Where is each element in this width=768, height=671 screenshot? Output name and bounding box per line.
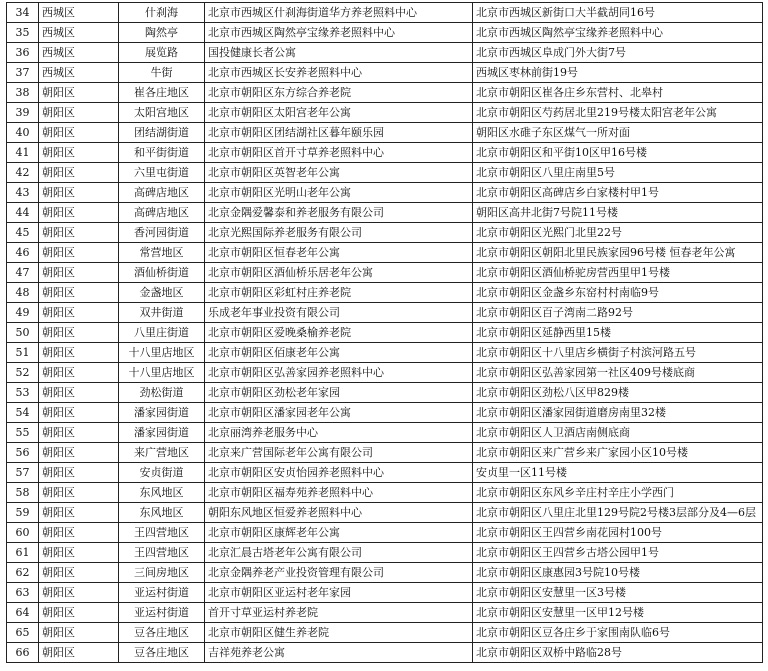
table-row — [7, 243, 763, 263]
row-number-cell: 53 — [7, 383, 39, 403]
table-row — [7, 483, 763, 503]
address-cell: 北京市朝阳区安慧里一区甲12号楼 — [473, 603, 763, 623]
street-cell: 崔各庄地区 — [119, 83, 205, 103]
street-cell: 什刹海 — [119, 3, 205, 23]
address-cell: 北京市朝阳区金盏乡东窑村村南临9号 — [473, 283, 763, 303]
district-cell: 朝阳区 — [39, 383, 119, 403]
institution-name-cell: 北京市西城区陶然亭宝缘养老照料中心 — [205, 23, 473, 43]
address-cell: 北京市朝阳区八里庄北里129号院2号楼3层部分及4—6层 — [473, 503, 763, 523]
street-cell: 东风地区 — [119, 483, 205, 503]
street-cell: 常营地区 — [119, 243, 205, 263]
address-cell: 西城区枣林前街19号 — [473, 63, 763, 83]
address-cell: 北京市西城区新街口大半截胡同16号 — [473, 3, 763, 23]
table-row — [7, 303, 763, 323]
institution-name-cell: 北京市朝阳区酒仙桥乐居老年公寓 — [205, 263, 473, 283]
district-cell: 朝阳区 — [39, 123, 119, 143]
row-number-cell: 52 — [7, 363, 39, 383]
district-cell: 朝阳区 — [39, 103, 119, 123]
row-number-cell: 62 — [7, 563, 39, 583]
row-number-cell: 55 — [7, 423, 39, 443]
address-cell: 北京市朝阳区豆各庄乡于家围南队临6号 — [473, 623, 763, 643]
street-cell: 团结湖街道 — [119, 123, 205, 143]
table-row — [7, 283, 763, 303]
address-cell: 北京市朝阳区和平街10区甲16号楼 — [473, 143, 763, 163]
institution-name-cell: 北京市朝阳区康辉老年公寓 — [205, 523, 473, 543]
table-row — [7, 23, 763, 43]
street-cell: 安贞街道 — [119, 463, 205, 483]
district-cell: 朝阳区 — [39, 203, 119, 223]
street-cell: 陶然亭 — [119, 23, 205, 43]
row-number-cell: 36 — [7, 43, 39, 63]
row-number-cell: 43 — [7, 183, 39, 203]
district-cell: 朝阳区 — [39, 583, 119, 603]
institution-name-cell: 北京市西城区什刹海街道华方养老照料中心 — [205, 3, 473, 23]
district-cell: 朝阳区 — [39, 403, 119, 423]
institution-name-cell: 北京来广营国际老年公寓有限公司 — [205, 443, 473, 463]
table-row — [7, 583, 763, 603]
row-number-cell: 66 — [7, 643, 39, 663]
table-row — [7, 543, 763, 563]
address-cell: 北京市朝阳区王四营乡南花园村100号 — [473, 523, 763, 543]
row-number-cell: 34 — [7, 3, 39, 23]
table-row — [7, 563, 763, 583]
table-row — [7, 643, 763, 663]
street-cell: 潘家园街道 — [119, 403, 205, 423]
row-number-cell: 63 — [7, 583, 39, 603]
district-cell: 朝阳区 — [39, 523, 119, 543]
institution-name-cell: 乐成老年事业投资有限公司 — [205, 303, 473, 323]
table-body — [7, 3, 763, 663]
street-cell: 王四营地区 — [119, 543, 205, 563]
institution-name-cell: 北京丽湾养老服务中心 — [205, 423, 473, 443]
institution-name-cell: 北京市朝阳区彩虹村庄养老院 — [205, 283, 473, 303]
district-cell: 朝阳区 — [39, 283, 119, 303]
street-cell: 八里庄街道 — [119, 323, 205, 343]
row-number-cell: 49 — [7, 303, 39, 323]
district-cell: 朝阳区 — [39, 443, 119, 463]
row-number-cell: 41 — [7, 143, 39, 163]
district-cell: 朝阳区 — [39, 163, 119, 183]
table-row — [7, 263, 763, 283]
table-row — [7, 43, 763, 63]
table-row — [7, 603, 763, 623]
row-number-cell: 42 — [7, 163, 39, 183]
institution-name-cell: 吉祥苑养老公寓 — [205, 643, 473, 663]
institution-name-cell: 北京市朝阳区安贞怡园养老照料中心 — [205, 463, 473, 483]
table-row — [7, 203, 763, 223]
address-cell: 北京市朝阳区光熙门北里22号 — [473, 223, 763, 243]
table-row — [7, 383, 763, 403]
address-cell: 北京市朝阳区康惠园3号院10号楼 — [473, 563, 763, 583]
street-cell: 十八里店地区 — [119, 343, 205, 363]
institution-name-cell: 北京市朝阳区健生养老院 — [205, 623, 473, 643]
street-cell: 亚运村街道 — [119, 603, 205, 623]
institution-name-cell: 北京汇晨古塔老年公寓有限公司 — [205, 543, 473, 563]
district-cell: 朝阳区 — [39, 463, 119, 483]
table-row — [7, 163, 763, 183]
street-cell: 金盏地区 — [119, 283, 205, 303]
table-row — [7, 443, 763, 463]
table-row — [7, 183, 763, 203]
institution-name-cell: 北京市朝阳区恒春老年公寓 — [205, 243, 473, 263]
street-cell: 六里屯街道 — [119, 163, 205, 183]
table-row — [7, 143, 763, 163]
address-cell: 北京市朝阳区芍药居北里219号楼太阳宫老年公寓 — [473, 103, 763, 123]
district-cell: 西城区 — [39, 3, 119, 23]
institution-name-cell: 北京市朝阳区佰康老年公寓 — [205, 343, 473, 363]
row-number-cell: 47 — [7, 263, 39, 283]
address-cell: 北京市朝阳区酒仙桥驼房营西里甲1号楼 — [473, 263, 763, 283]
district-cell: 朝阳区 — [39, 323, 119, 343]
address-cell: 北京市朝阳区百子湾南二路92号 — [473, 303, 763, 323]
street-cell: 潘家园街道 — [119, 423, 205, 443]
address-cell: 北京市朝阳区双桥中路临28号 — [473, 643, 763, 663]
district-cell: 朝阳区 — [39, 83, 119, 103]
row-number-cell: 56 — [7, 443, 39, 463]
table-row — [7, 343, 763, 363]
district-cell: 朝阳区 — [39, 143, 119, 163]
district-cell: 西城区 — [39, 63, 119, 83]
row-number-cell: 58 — [7, 483, 39, 503]
table-row — [7, 3, 763, 23]
street-cell: 来广营地区 — [119, 443, 205, 463]
institution-name-cell: 北京市朝阳区爱晚桑榆养老院 — [205, 323, 473, 343]
district-cell: 朝阳区 — [39, 363, 119, 383]
address-cell: 北京市朝阳区东风乡辛庄村辛庄小学西门 — [473, 483, 763, 503]
institution-name-cell: 北京金隅养老产业投资管理有限公司 — [205, 563, 473, 583]
district-cell: 朝阳区 — [39, 483, 119, 503]
address-cell: 北京市朝阳区朝阳北里民族家园96号楼 恒春老年公寓 — [473, 243, 763, 263]
address-cell: 北京市朝阳区十八里店乡横街子村滨河路五号 — [473, 343, 763, 363]
district-cell: 西城区 — [39, 43, 119, 63]
address-cell: 北京市西城区陶然亭宝缘养老照料中心 — [473, 23, 763, 43]
district-cell: 朝阳区 — [39, 343, 119, 363]
address-cell: 北京市朝阳区高碑店乡白家楼村甲1号 — [473, 183, 763, 203]
institution-name-cell: 北京市朝阳区潘家园老年公寓 — [205, 403, 473, 423]
address-cell: 北京市朝阳区安慧里一区3号楼 — [473, 583, 763, 603]
institution-name-cell: 北京市朝阳区福寿苑养老照料中心 — [205, 483, 473, 503]
institution-name-cell: 北京市朝阳区亚运村老年家园 — [205, 583, 473, 603]
institution-name-cell: 北京市西城区长安养老照料中心 — [205, 63, 473, 83]
table-row — [7, 323, 763, 343]
table-row — [7, 423, 763, 443]
street-cell: 和平街街道 — [119, 143, 205, 163]
row-number-cell: 38 — [7, 83, 39, 103]
row-number-cell: 61 — [7, 543, 39, 563]
street-cell: 豆各庄地区 — [119, 623, 205, 643]
address-cell: 北京市朝阳区人卫酒店南侧底商 — [473, 423, 763, 443]
district-cell: 朝阳区 — [39, 623, 119, 643]
address-cell: 朝阳区水碓子东区煤气一所对面 — [473, 123, 763, 143]
row-number-cell: 57 — [7, 463, 39, 483]
street-cell: 豆各庄地区 — [119, 643, 205, 663]
address-cell: 北京市朝阳区王四营乡古塔公园甲1号 — [473, 543, 763, 563]
row-number-cell: 60 — [7, 523, 39, 543]
row-number-cell: 45 — [7, 223, 39, 243]
row-number-cell: 64 — [7, 603, 39, 623]
district-cell: 朝阳区 — [39, 303, 119, 323]
institution-name-cell: 北京市朝阳区首开寸草养老照料中心 — [205, 143, 473, 163]
table-row — [7, 503, 763, 523]
row-number-cell: 50 — [7, 323, 39, 343]
institution-name-cell: 北京市朝阳区英智老年公寓 — [205, 163, 473, 183]
district-cell: 朝阳区 — [39, 183, 119, 203]
institution-name-cell: 北京市朝阳区太阳宫老年公寓 — [205, 103, 473, 123]
street-cell: 劲松街道 — [119, 383, 205, 403]
row-number-cell: 39 — [7, 103, 39, 123]
district-cell: 朝阳区 — [39, 263, 119, 283]
district-cell: 西城区 — [39, 23, 119, 43]
street-cell: 展览路 — [119, 43, 205, 63]
street-cell: 双井街道 — [119, 303, 205, 323]
institution-name-cell: 北京市朝阳区团结湖社区暮年颐乐园 — [205, 123, 473, 143]
district-cell: 朝阳区 — [39, 423, 119, 443]
table-row — [7, 403, 763, 423]
street-cell: 王四营地区 — [119, 523, 205, 543]
district-cell: 朝阳区 — [39, 603, 119, 623]
table-row — [7, 63, 763, 83]
row-number-cell: 40 — [7, 123, 39, 143]
address-cell: 北京市朝阳区延静西里15楼 — [473, 323, 763, 343]
institution-name-cell: 首开寸草亚运村养老院 — [205, 603, 473, 623]
institution-name-cell: 北京市朝阳区东方综合养老院 — [205, 83, 473, 103]
street-cell: 高碑店地区 — [119, 183, 205, 203]
street-cell: 亚运村街道 — [119, 583, 205, 603]
table-row — [7, 123, 763, 143]
district-cell: 朝阳区 — [39, 563, 119, 583]
institution-name-cell: 北京市朝阳区光明山老年公寓 — [205, 183, 473, 203]
district-cell: 朝阳区 — [39, 543, 119, 563]
institution-name-cell: 北京市朝阳区弘善家园养老照料中心 — [205, 363, 473, 383]
district-cell: 朝阳区 — [39, 643, 119, 663]
table-row — [7, 463, 763, 483]
row-number-cell: 51 — [7, 343, 39, 363]
row-number-cell: 44 — [7, 203, 39, 223]
institution-name-cell: 北京光熙国际养老服务有限公司 — [205, 223, 473, 243]
row-number-cell: 46 — [7, 243, 39, 263]
street-cell: 太阳宫地区 — [119, 103, 205, 123]
table-row — [7, 103, 763, 123]
nursing-home-table — [6, 2, 763, 663]
address-cell: 北京市朝阳区来广营乡来广家园小区10号楼 — [473, 443, 763, 463]
district-cell: 朝阳区 — [39, 243, 119, 263]
street-cell: 酒仙桥街道 — [119, 263, 205, 283]
row-number-cell: 35 — [7, 23, 39, 43]
table-row — [7, 223, 763, 243]
district-cell: 朝阳区 — [39, 503, 119, 523]
address-cell: 北京市朝阳区劲松八区甲829楼 — [473, 383, 763, 403]
district-cell: 朝阳区 — [39, 223, 119, 243]
table-row — [7, 623, 763, 643]
institution-name-cell: 国投健康长者公寓 — [205, 43, 473, 63]
address-cell: 朝阳区高井北街7号院11号楼 — [473, 203, 763, 223]
row-number-cell: 37 — [7, 63, 39, 83]
address-cell: 北京市朝阳区潘家园街道磨房南里32楼 — [473, 403, 763, 423]
table-row — [7, 83, 763, 103]
street-cell: 三间房地区 — [119, 563, 205, 583]
row-number-cell: 59 — [7, 503, 39, 523]
table-row — [7, 363, 763, 383]
row-number-cell: 48 — [7, 283, 39, 303]
address-cell: 北京市朝阳区弘善家园第一社区409号楼底商 — [473, 363, 763, 383]
street-cell: 高碑店地区 — [119, 203, 205, 223]
address-cell: 北京市西城区阜成门外大街7号 — [473, 43, 763, 63]
row-number-cell: 54 — [7, 403, 39, 423]
street-cell: 牛街 — [119, 63, 205, 83]
address-cell: 安贞里一区11号楼 — [473, 463, 763, 483]
institution-name-cell: 朝阳东风地区恒爱养老照料中心 — [205, 503, 473, 523]
street-cell: 东风地区 — [119, 503, 205, 523]
row-number-cell: 65 — [7, 623, 39, 643]
street-cell: 香河园街道 — [119, 223, 205, 243]
institution-name-cell: 北京市朝阳区劲松老年家园 — [205, 383, 473, 403]
address-cell: 北京市朝阳区八里庄南里5号 — [473, 163, 763, 183]
institution-name-cell: 北京金隅爱馨泰和养老服务有限公司 — [205, 203, 473, 223]
table-row — [7, 523, 763, 543]
street-cell: 十八里店地区 — [119, 363, 205, 383]
address-cell: 北京市朝阳区崔各庄乡东营村、北皋村 — [473, 83, 763, 103]
